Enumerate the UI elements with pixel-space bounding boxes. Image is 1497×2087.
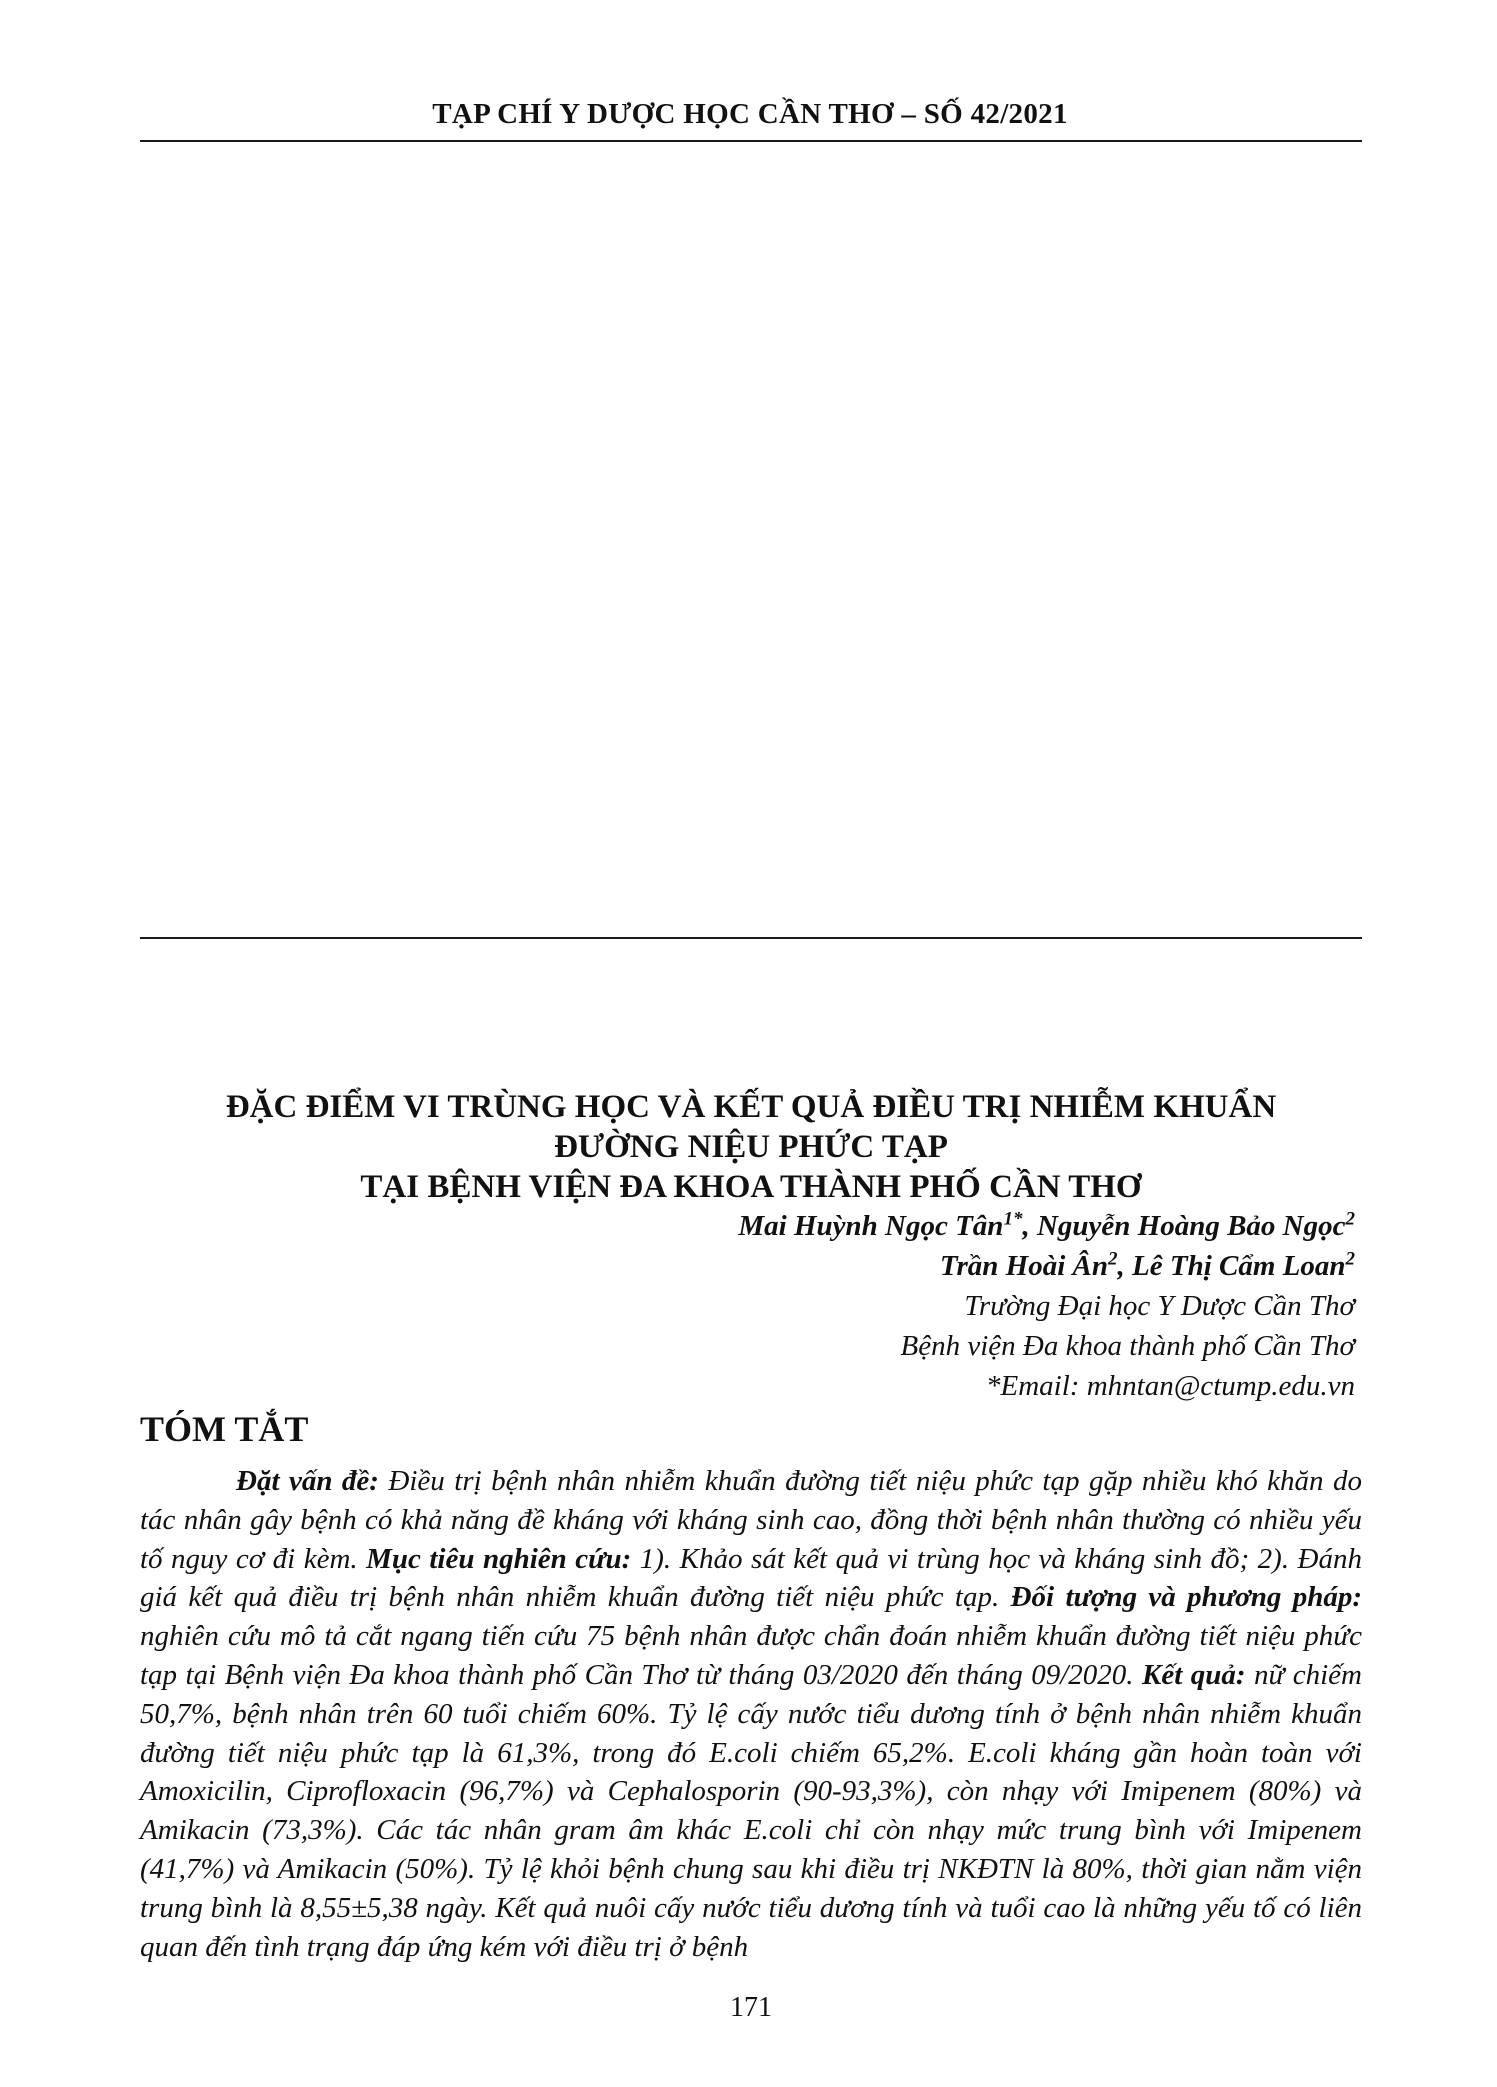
corresponding-email: *Email: mhntan@ctump.edu.vn (986, 1370, 1355, 1402)
abstract-heading: TÓM TẮT (140, 1409, 309, 1449)
affiliation-2: Bệnh viện Đa khoa thành phố Cần Thơ (900, 1330, 1355, 1362)
page-number: 171 (730, 1992, 772, 2023)
author-block (738, 1206, 1355, 1406)
author-name: Mai Huỳnh Ngọc Tân (738, 1210, 1004, 1242)
journal-header: TẠP CHÍ Y DƯỢC HỌC CẦN THƠ – SỐ 42/2021 (432, 98, 1068, 130)
author-name: Nguyễn Hoàng Bảo Ngọc (1036, 1210, 1346, 1242)
author-separator: , (1022, 1210, 1037, 1242)
author-affiliation-mark: 2 (1345, 1248, 1355, 1270)
section-divider-rule (140, 937, 1362, 939)
abstract-label-results: Kết quả: (1141, 1658, 1246, 1691)
abstract-text-methods: nghiên cứu mô tả cắt ngang tiến cứu 75 bệnh nhân được chẩn đoán nhiễm khuẩn đường tiết niệu phức tạp tại Bệnh viện Đa khoa thành phố Cần Thơ từ tháng 03/2020 đến tháng 09/2020. (140, 1620, 1362, 1691)
abstract-label-objectives: Mục tiêu nghiên cứu: (366, 1542, 632, 1575)
article-title-line-2: ĐƯỜNG NIỆU PHỨC TẠP (554, 1129, 948, 1165)
affiliation-1: Trường Đại học Y Dược Cần Thơ (964, 1290, 1355, 1322)
author-line-1 (738, 1206, 1355, 1246)
author-name: Lê Thị Cẩm Loan (1132, 1250, 1346, 1282)
abstract-paragraph (140, 1462, 1362, 1966)
author-affiliation-mark: 2 (1345, 1208, 1355, 1230)
abstract-label-background: Đặt vấn đề: (236, 1465, 379, 1497)
author-name: Trần Hoài Ân (939, 1250, 1109, 1282)
author-line-2 (738, 1246, 1355, 1286)
author-affiliation-mark: 1* (1003, 1208, 1023, 1230)
author-separator: , (1117, 1250, 1133, 1282)
article-title-line-3: TẠI BỆNH VIỆN ĐA KHOA THÀNH PHỐ CẦN THƠ (360, 1169, 1142, 1205)
article-title-line-1: ĐẶC ĐIỂM VI TRÙNG HỌC VÀ KẾT QUẢ ĐIỀU TRỊ NHIỄM KHUẨN (225, 1089, 1277, 1125)
abstract-text-objectives: 1). Khảo sát kết quả vi trùng học và kháng sinh đồ; 2). Đánh giá kết quả điều trị bệnh nhân nhiễm khuẩn đường tiết niệu phức tạp. (140, 1542, 1362, 1614)
abstract-text-results: nữ chiếm 50,7%, bệnh nhân trên 60 tuổi chiếm 60%. Tỷ lệ cấy nước tiểu dương tính ở bệnh nhân nhiễm khuẩn đường tiết niệu phức tạp là 61,3%, trong đó E.coli chiếm 65,2%. E.coli kháng gần hoàn toàn với Amoxicilin, Ciprofloxacin (96,7%) và Cephalosporin (90-93,3%), còn nhạy với Imipenem (80%) và Amikacin (73,3%). Các tác nhân gram âm khác E.coli chỉ còn nhạy mức trung bình với Imipenem (41,7%) và Amikacin (50%). Tỷ lệ khỏi bệnh chung sau khi điều trị NKĐTN là 80%, thời gian nằm viện trung bình là 8,55±5,38 ngày. Kết quả nuôi cấy nước tiểu dương tính và tuổi cao là những yếu tố có liên quan đến tình trạng đáp ứng kém với điều trị ở bệnh (140, 1658, 1362, 1963)
abstract-label-methods: Đối tượng và phương pháp: (1010, 1581, 1363, 1614)
author-affiliation-mark: 2 (1108, 1248, 1118, 1270)
header-rule (140, 140, 1362, 142)
abstract-text-background: Điều trị bệnh nhân nhiễm khuẩn đường tiết niệu phức tạp gặp nhiều khó khăn do tác nhân gây bệnh có khả năng đề kháng với kháng sinh cao, đồng thời bệnh nhân thường có nhiều yếu tố nguy cơ đi kèm. (140, 1465, 1362, 1575)
article-title (140, 1087, 1362, 1207)
